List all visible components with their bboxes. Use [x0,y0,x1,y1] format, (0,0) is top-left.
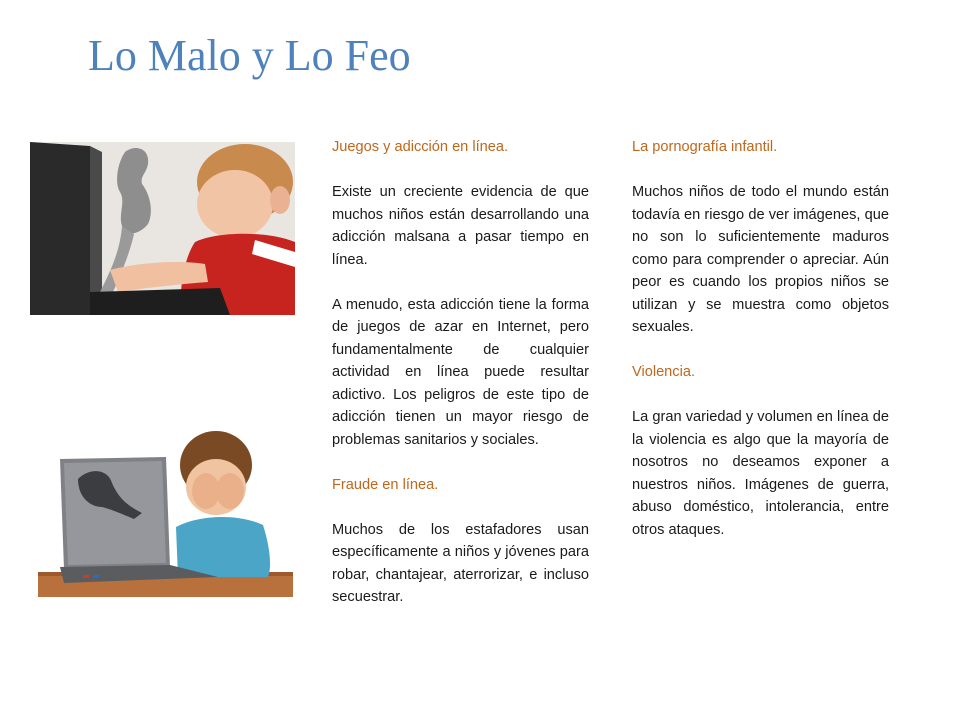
paragraph-gambling-risk: A menudo, esta adicción tiene la forma de juegos de azar en Internet, pero fundamentalmente de cualquier actividad en línea puede resultar adictivo. Los peligros de este tipo de adicción tienen un mayor riesgo de problemas sanitarios y sociales. [332,296,589,448]
slide-title: Lo Malo y Lo Feo [88,31,411,80]
heading-child-pornography: La pornografía infantil. [632,139,778,155]
heading-online-fraud: Fraude en línea. [332,476,439,493]
heading-online-gaming: Juegos y adicción en línea. [332,139,509,155]
paragraph-pornography: Muchos niños de todo el mundo están todavía en riesgo de ver imágenes, que no son lo suficientemente maduros como para comprender o apreciar. Aún peor es cuando los propios niños se utilizan y se muestra como objetos sexuales. [632,184,889,335]
left-text-column [332,136,589,631]
right-text-column [632,136,889,564]
child-covering-face-photo [38,427,293,597]
paragraph-violence: La gran variedad y volumen en línea de la violencia es algo que la mayoría de nosotros no deseamos exponer a nuestros niños. Imágenes de guerra, abuso doméstico, intolerancia, entre otros ataques. [632,409,889,538]
heading-violence: Violencia. [632,364,696,380]
boy-at-computer-photo [30,142,295,315]
paragraph-addiction-evidence: Existe un creciente evidencia de que muchos niños están desarrollando una adicción malsana a pasar tiempo en línea. [332,184,589,268]
paragraph-fraud: Muchos de los estafadores usan específicamente a niños y jóvenes para robar, chantajear, aterrorizar, e incluso secuestrar. [332,521,589,605]
